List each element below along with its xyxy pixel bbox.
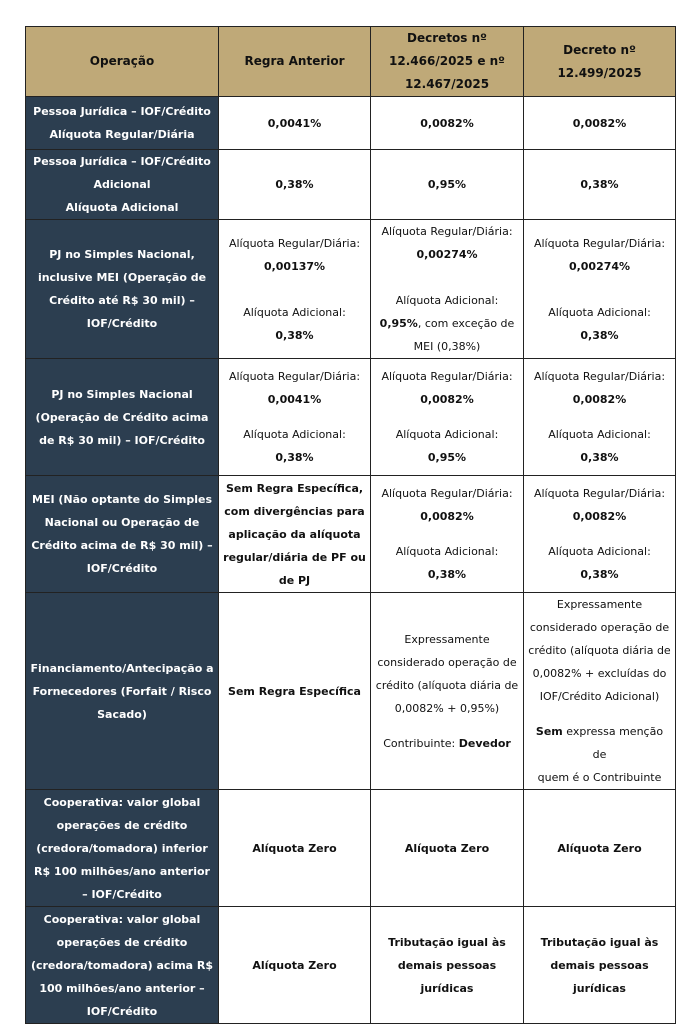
operation-cell: PJ no Simples Nacional, inclusive MEI (Operação de Crédito até R$ 30 mil) – IOF/Crédito (26, 220, 219, 359)
header-operacao: Operação (26, 27, 219, 97)
decretos-12466-cell: 0,95% (371, 150, 524, 220)
header-row (26, 27, 676, 97)
header-decreto-12499: Decreto nº 12.499/2025 (524, 27, 676, 97)
table-row (26, 359, 676, 476)
decretos-12466-cell: Expressamente considerado operação de crédito (alíquota diária de 0,0082% + 0,95%) Contribuinte: Devedor (371, 593, 524, 790)
header-regra-anterior: Regra Anterior (219, 27, 371, 97)
decreto-12499-cell: 0,38% (524, 150, 676, 220)
table-row (26, 220, 676, 359)
decretos-12466-cell: Alíquota Regular/Diária: 0,0082% Alíquota Adicional: 0,38% (371, 476, 524, 593)
decreto-12499-cell: Alíquota Regular/Diária: 0,0082% Alíquota Adicional: 0,38% (524, 476, 676, 593)
operation-cell: Pessoa Jurídica – IOF/Crédito Alíquota Regular/Diária (26, 97, 219, 150)
operation-cell: MEI (Não optante do Simples Nacional ou Operação de Crédito acima de R$ 30 mil) – IOF/Crédito (26, 476, 219, 593)
table-row (26, 593, 676, 790)
table-row (26, 97, 676, 150)
decreto-12499-cell: Tributação igual às demais pessoas jurídicas (524, 907, 676, 1024)
regra-anterior-cell: Alíquota Zero (219, 907, 371, 1024)
table-row (26, 907, 676, 1024)
operation-cell: Cooperativa: valor global operações de crédito (credora/tomadora) inferior R$ 100 milhões/ano anterior – IOF/Crédito (26, 790, 219, 907)
regra-anterior-cell: Sem Regra Específica (219, 593, 371, 790)
header-decretos-12466-12467: Decretos nº 12.466/2025 e nº 12.467/2025 (371, 27, 524, 97)
table-row (26, 790, 676, 907)
regra-anterior-cell: Alíquota Zero (219, 790, 371, 907)
decreto-12499-cell: Alíquota Regular/Diária: 0,00274% Alíquota Adicional: 0,38% (524, 220, 676, 359)
decretos-12466-cell: Alíquota Regular/Diária: 0,00274% Alíquota Adicional: 0,95%, com exceção de MEI (0,38%) (371, 220, 524, 359)
regra-anterior-cell: Alíquota Regular/Diária: 0,0041% Alíquota Adicional: 0,38% (219, 359, 371, 476)
regra-anterior-cell: 0,0041% (219, 97, 371, 150)
decreto-12499-cell: Alíquota Zero (524, 790, 676, 907)
table-row (26, 476, 676, 593)
operation-cell: Pessoa Jurídica – IOF/Crédito Adicional Alíquota Adicional (26, 150, 219, 220)
regra-anterior-cell: 0,38% (219, 150, 371, 220)
regra-anterior-cell: Alíquota Regular/Diária: 0,00137% Alíquota Adicional: 0,38% (219, 220, 371, 359)
iof-comparison-table (25, 26, 676, 1024)
decreto-12499-cell: 0,0082% (524, 97, 676, 150)
table-row (26, 150, 676, 220)
decretos-12466-cell: Alíquota Zero (371, 790, 524, 907)
decretos-12466-cell: Alíquota Regular/Diária: 0,0082% Alíquota Adicional: 0,95% (371, 359, 524, 476)
decreto-12499-cell: Alíquota Regular/Diária: 0,0082% Alíquota Adicional: 0,38% (524, 359, 676, 476)
regra-anterior-cell: Sem Regra Específica, com divergências para aplicação da alíquota regular/diária de PF ou de PJ (219, 476, 371, 593)
operation-cell: Financiamento/Antecipação a Fornecedores (Forfait / Risco Sacado) (26, 593, 219, 790)
operation-cell: Cooperativa: valor global operações de crédito (credora/tomadora) acima R$ 100 milhões/ano anterior – IOF/Crédito (26, 907, 219, 1024)
operation-cell: PJ no Simples Nacional (Operação de Crédito acima de R$ 30 mil) – IOF/Crédito (26, 359, 219, 476)
decretos-12466-cell: Tributação igual às demais pessoas jurídicas (371, 907, 524, 1024)
decreto-12499-cell: Expressamente considerado operação de crédito (alíquota diária de 0,0082% + excluídas do IOF/Crédito Adicional) Sem expressa menção de quem é o Contribuinte (524, 593, 676, 790)
decretos-12466-cell: 0,0082% (371, 97, 524, 150)
